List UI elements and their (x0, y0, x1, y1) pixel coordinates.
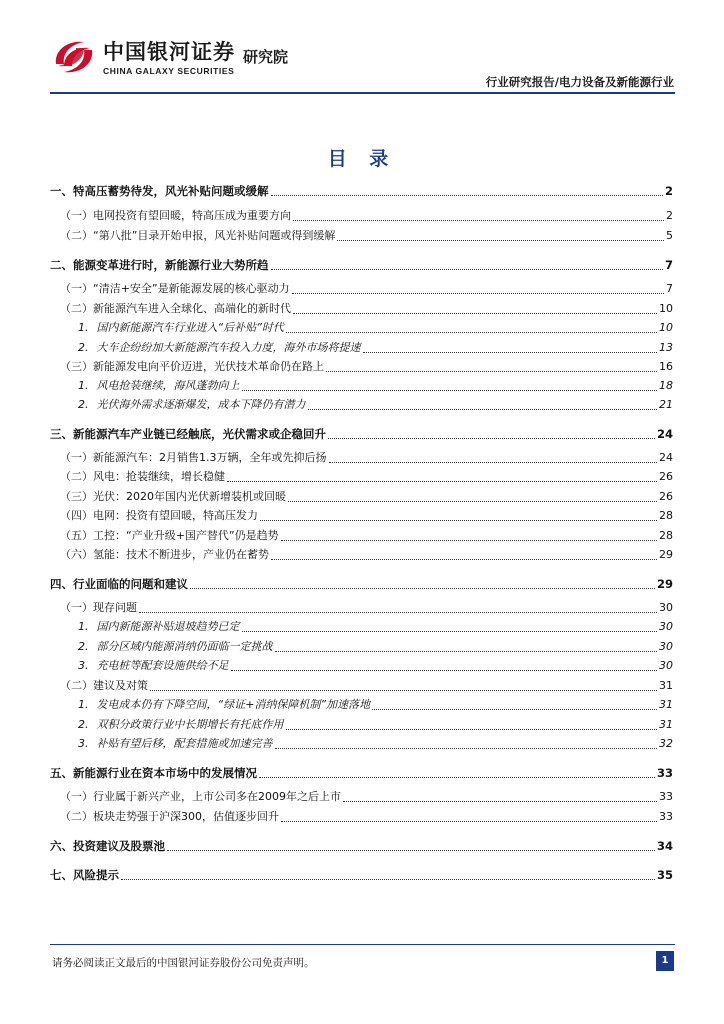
toc-page-number: 21 (659, 398, 673, 411)
toc-entry-number: 2. (78, 718, 89, 731)
toc-leader-dots (281, 539, 657, 541)
toc-entry-level-1[interactable] (50, 575, 673, 593)
toc-page-number: 7 (666, 282, 673, 295)
toc-page-number: 33 (656, 766, 673, 780)
toc-leader-dots (190, 587, 655, 589)
toc-page-number: 29 (659, 548, 673, 561)
toc-page-number: 5 (666, 229, 673, 242)
toc-entry-level-1[interactable] (50, 866, 673, 884)
toc-page-number: 18 (659, 379, 673, 392)
toc-page-number: 2 (666, 209, 673, 222)
toc-entry-level-2[interactable] (50, 207, 673, 225)
toc-entry-label: （一）“清洁+安全”是新能源发展的核心驱动力 (60, 282, 290, 295)
footer-divider (50, 944, 675, 945)
toc-leader-dots (271, 558, 657, 560)
toc-entry-level-3[interactable] (50, 618, 673, 636)
toc-entry-level-2[interactable] (50, 358, 673, 376)
toc-entry-text: 发电成本仍有下降空间，“绿证+消纳保障机制”加速落地 (96, 698, 371, 711)
toc-page-number: 24 (659, 451, 673, 464)
toc-leader-dots (275, 650, 658, 652)
toc-leader-dots (286, 331, 657, 333)
toc-entry-number: 2. (78, 398, 89, 411)
toc-entry-level-2[interactable] (50, 468, 673, 486)
toc-entry-level-2[interactable] (50, 677, 673, 695)
toc-entry-level-2[interactable] (50, 488, 673, 506)
toc-entry-level-3[interactable] (50, 657, 673, 675)
toc-entry-label (78, 657, 229, 675)
toc-page-number: 10 (659, 321, 673, 334)
toc-leader-dots (292, 292, 664, 294)
toc-entry-level-1[interactable] (50, 182, 673, 200)
toc-entry-label: （二）“第八批”目录开始申报，风光补贴问题或得到缓解 (60, 229, 336, 242)
toc-entry-level-1[interactable] (50, 837, 673, 855)
toc-leader-dots (363, 351, 658, 353)
toc-entry-label (78, 319, 284, 337)
toc-entry-label: （二）风电：抢装继续，增长稳健 (60, 470, 225, 483)
toc-leader-dots (275, 747, 658, 749)
toc-page-number: 10 (659, 302, 673, 315)
toc-entry-level-2[interactable] (50, 280, 673, 298)
toc-entry-level-3[interactable] (50, 735, 673, 753)
toc-leader-dots (328, 437, 655, 439)
toc-leader-dots (260, 519, 657, 521)
toc-leader-dots (293, 219, 664, 221)
toc-entry-label (78, 735, 273, 753)
toc-title: 目 录 (327, 148, 397, 170)
toc-entry-label (78, 618, 240, 636)
toc-leader-dots (139, 611, 657, 613)
toc-entry-level-3[interactable] (50, 716, 673, 734)
toc-entry-label: （三）新能源发电向平价迈进，光伏技术革命仍在路上 (60, 360, 324, 373)
toc-page-number: 33 (659, 810, 673, 823)
page-number-badge: 1 (656, 951, 674, 971)
toc-entry-label: （一）电网投资有望回暖，特高压成为重要方向 (60, 209, 291, 222)
toc-entry-level-3[interactable] (50, 638, 673, 656)
toc-entry-number: 1. (78, 379, 89, 392)
toc-leader-dots (281, 820, 657, 822)
toc-entry-label (78, 339, 361, 357)
toc-entry-label: 四、行业面临的问题和建议 (50, 577, 188, 591)
toc-leader-dots (326, 370, 657, 372)
toc-entry-text: 充电桩等配套设施供给不足 (96, 659, 229, 672)
page-header (0, 0, 724, 100)
toc-page-number: 32 (659, 737, 673, 750)
toc-entry-label: 三、新能源汽车产业链已经触底，光伏需求或企稳回升 (50, 427, 326, 441)
toc-entry-label: （二）新能源汽车进入全球化、高端化的新时代 (60, 302, 291, 315)
toc-entry-number: 3. (78, 659, 89, 672)
toc-leader-dots (259, 776, 655, 778)
toc-leader-dots (286, 728, 658, 730)
toc-entry-label: （四）电网：投资有望回暖，特高压发力 (60, 509, 258, 522)
toc-entry-number: 1. (78, 321, 89, 334)
toc-entry-level-3[interactable] (50, 319, 673, 337)
toc-entry-label: 七、风险提示 (50, 868, 119, 882)
toc-page-number: 30 (659, 620, 673, 633)
header-divider (50, 92, 675, 94)
toc-page-number: 29 (656, 577, 673, 591)
toc-page-number: 33 (659, 790, 673, 803)
toc-leader-dots (167, 849, 655, 851)
toc-leader-dots (242, 389, 658, 391)
toc-page-number: 30 (659, 659, 673, 672)
toc-entry-level-2[interactable] (50, 449, 673, 467)
toc-entry-label: （六）氢能：技术不断进步，产业仍在蓄势 (60, 548, 269, 561)
toc-leader-dots (271, 194, 663, 196)
toc-page-number: 7 (664, 258, 673, 272)
toc-leader-dots (121, 878, 655, 880)
toc-leader-dots (150, 689, 657, 691)
toc-page-number: 30 (659, 640, 673, 653)
toc-page-number: 31 (659, 698, 673, 711)
toc-page-number: 2 (664, 184, 673, 198)
toc-entry-label: （五）工控：“产业升级+国产替代”仍是趋势 (60, 529, 279, 542)
toc-entry-text: 光伏海外需求逐渐爆发，成本下降仍有潜力 (96, 398, 306, 411)
toc-page-number: 30 (659, 601, 673, 614)
toc-entry-label: （一）行业属于新兴产业，上市公司多在2009年之后上市 (60, 790, 341, 803)
toc-entry-level-2[interactable] (50, 546, 673, 564)
toc-entry-number: 2. (78, 640, 89, 653)
toc-entry-level-2[interactable] (50, 599, 673, 617)
toc-entry-label: （三）光伏：2020年国内光伏新增装机或回暖 (60, 490, 286, 503)
toc-entry-text: 双积分政策行业中长期增长有托底作用 (96, 718, 284, 731)
toc-entry-level-1[interactable] (50, 256, 673, 274)
toc-entry-text: 风电抢装继续，海风蓬勃向上 (96, 379, 240, 392)
toc-page-number: 31 (659, 679, 673, 692)
toc-leader-dots (308, 408, 658, 410)
toc-page-number: 28 (659, 529, 673, 542)
toc-entry-level-3[interactable] (50, 377, 673, 395)
toc-page-number: 31 (659, 718, 673, 731)
toc-entry-level-2[interactable] (50, 788, 673, 806)
toc-entry-level-2[interactable] (50, 300, 673, 318)
toc-entry-level-1[interactable] (50, 764, 673, 782)
toc-entry-label: （一）新能源汽车：2月销售1.3万辆，全年或先抑后扬 (60, 451, 327, 464)
brand-institute: 研究院 (243, 48, 289, 66)
galaxy-swirl-logo-icon (50, 38, 98, 76)
toc-entry-level-2[interactable] (50, 527, 673, 545)
toc-leader-dots (293, 312, 657, 314)
toc-entry-level-2[interactable] (50, 507, 673, 525)
toc-leader-dots (227, 480, 657, 482)
toc-entry-label: 五、新能源行业在资本市场中的发展情况 (50, 766, 257, 780)
toc-entry-label (78, 716, 284, 734)
toc-entry-label: （二）建议及对策 (60, 679, 148, 692)
toc-entry-number: 1. (78, 698, 89, 711)
toc-entry-text: 补贴有望后移，配套措施或加速完善 (96, 737, 273, 750)
toc-entry-label: 二、能源变革进行时，新能源行业大势所趋 (50, 258, 269, 272)
toc-leader-dots (343, 800, 657, 802)
toc-leader-dots (337, 239, 664, 241)
toc-leader-dots (231, 669, 658, 671)
brand-block (103, 41, 235, 76)
toc-entry-level-3[interactable] (50, 339, 673, 357)
toc-page-number: 13 (659, 341, 673, 354)
footer-disclaimer: 请务必阅读正文最后的中国银河证券股份公司免责声明。 (52, 957, 315, 969)
toc-page-number: 16 (659, 360, 673, 373)
toc-page-number: 34 (656, 839, 673, 853)
toc-leader-dots (271, 268, 663, 270)
toc-page-number: 26 (659, 490, 673, 503)
toc-entry-text: 国内新能源汽车行业进入“后补贴”时代 (96, 321, 284, 334)
toc-leader-dots (242, 630, 658, 632)
toc-entry-number: 2. (78, 341, 89, 354)
toc-entry-label (78, 638, 273, 656)
toc-entry-level-1[interactable] (50, 425, 673, 443)
toc-entry-level-3[interactable] (50, 696, 673, 714)
report-type: 行业研究报告/电力设备及新能源行业 (485, 75, 674, 89)
toc-entry-label (78, 696, 370, 714)
toc-entry-level-2[interactable] (50, 227, 673, 245)
toc-entry-label: （二）板块走势强于沪深300，估值逐步回升 (60, 810, 279, 823)
toc-entry-text: 大车企纷纷加大新能源汽车投入力度，海外市场将提速 (96, 341, 361, 354)
toc-entry-label: 一、特高压蓄势待发，风光补贴问题或缓解 (50, 184, 269, 198)
toc-entry-level-3[interactable] (50, 396, 673, 414)
toc-entry-text: 部分区域内能源消纳仍面临一定挑战 (96, 640, 273, 653)
toc-entry-label (78, 377, 240, 395)
toc-leader-dots (329, 461, 658, 463)
toc-entry-label: 六、投资建议及股票池 (50, 839, 165, 853)
toc-entry-label (78, 396, 306, 414)
toc-entry-number: 1. (78, 620, 89, 633)
brand-name-cn: 中国银河证券 (103, 40, 235, 64)
toc-page-number: 35 (656, 868, 673, 882)
toc-page-number: 28 (659, 509, 673, 522)
toc-entry-label: （一）现存问题 (60, 601, 137, 614)
toc-page-number: 26 (659, 470, 673, 483)
toc-entry-text: 国内新能源补贴退坡趋势已定 (96, 620, 240, 633)
toc-entry-level-2[interactable] (50, 808, 673, 826)
toc-entry-number: 3. (78, 737, 89, 750)
toc-leader-dots (372, 708, 657, 710)
toc-leader-dots (288, 500, 657, 502)
toc-page-number: 24 (656, 427, 673, 441)
brand-name-en: CHINA GALAXY SECURITIES (103, 66, 235, 76)
